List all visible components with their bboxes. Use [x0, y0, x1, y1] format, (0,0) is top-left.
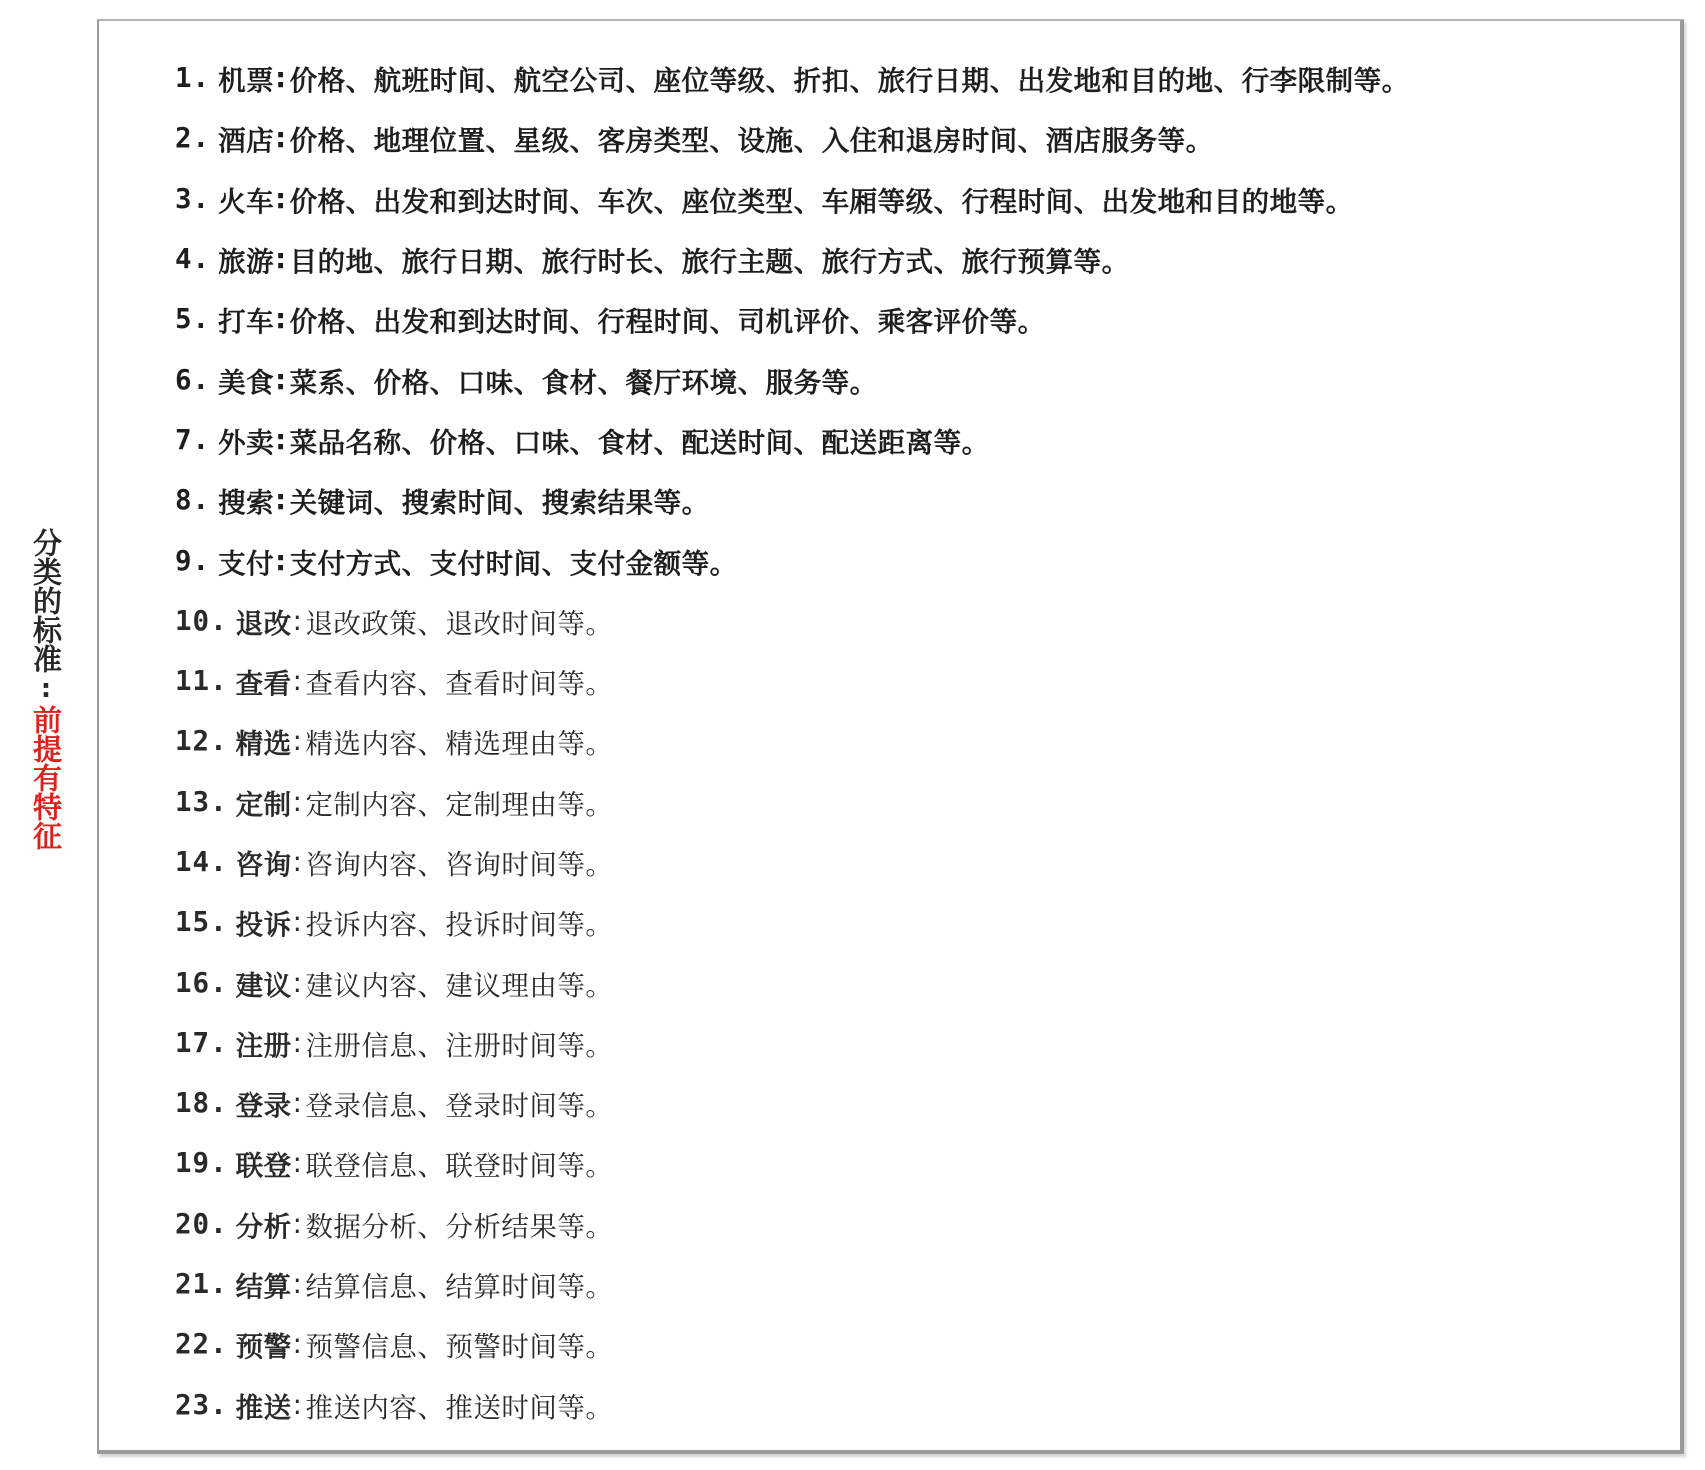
item-separator: :	[275, 544, 287, 577]
item-number: 19.	[175, 1147, 228, 1180]
item-features: 价格、出发和到达时间、车次、座位类型、车厢等级、行程时间、出发地和目的地等。	[289, 185, 1354, 218]
item-category: 注册	[235, 1029, 292, 1062]
item-number: 22.	[175, 1328, 228, 1361]
item-separator: :	[292, 1268, 303, 1301]
item-separator: :	[292, 725, 303, 758]
list-item	[175, 108, 1410, 168]
item-category: 投诉	[235, 909, 292, 942]
item-number: 13.	[175, 785, 228, 818]
list-item	[175, 530, 1410, 590]
item-number: 4.	[175, 243, 211, 276]
item-category: 联登	[235, 1150, 292, 1183]
item-number: 12.	[175, 725, 228, 758]
item-features: 支付方式、支付时间、支付金额等。	[289, 547, 738, 580]
list-item	[175, 1375, 1410, 1435]
item-features: 菜系、价格、口味、食材、餐厅环境、服务等。	[289, 366, 878, 399]
list-item	[175, 892, 1410, 952]
item-number: 15.	[175, 906, 228, 939]
item-separator: :	[275, 484, 287, 517]
item-separator: :	[292, 1207, 303, 1240]
item-separator: :	[292, 906, 303, 939]
item-number: 20.	[175, 1207, 228, 1240]
item-separator: :	[292, 604, 303, 637]
item-number: 16.	[175, 966, 228, 999]
item-category: 咨询	[235, 849, 292, 881]
item-features: 价格、地理位置、星级、客房类型、设施、入住和退房时间、酒店服务等。	[289, 125, 1214, 158]
item-number: 21.	[175, 1268, 228, 1301]
criteria-heading: 分类的标准	[29, 528, 63, 673]
list-item	[175, 1254, 1410, 1314]
item-separator: :	[292, 785, 303, 818]
item-number: 18.	[175, 1087, 228, 1120]
list-item	[175, 470, 1410, 530]
list-item	[175, 591, 1410, 651]
list-item	[175, 711, 1410, 771]
item-number: 5.	[175, 303, 211, 336]
item-features: 数据分析、分析结果等。	[305, 1210, 614, 1243]
item-category: 美食	[218, 366, 275, 399]
list-item	[175, 410, 1410, 470]
item-number: 11.	[175, 665, 228, 698]
item-number: 8.	[175, 484, 211, 517]
item-separator: :	[275, 182, 287, 215]
item-number: 3.	[175, 182, 211, 215]
item-category: 精选	[235, 728, 292, 761]
item-separator: :	[292, 1147, 303, 1180]
list-item	[175, 48, 1410, 108]
item-separator: :	[292, 1388, 303, 1421]
classification-criteria-label	[26, 528, 66, 850]
item-category: 退改	[235, 607, 292, 640]
item-separator: :	[275, 62, 287, 95]
item-separator: :	[275, 363, 287, 396]
item-features: 退改政策、退改时间等。	[305, 607, 614, 640]
item-separator: :	[292, 966, 303, 999]
list-item	[175, 289, 1410, 349]
list-item	[175, 169, 1410, 229]
item-separator: :	[275, 423, 287, 456]
item-number: 2.	[175, 122, 211, 155]
list-item	[175, 1194, 1410, 1254]
item-number: 23.	[175, 1388, 228, 1421]
item-number: 1.	[175, 62, 211, 95]
item-features: 建议内容、建议理由等。	[305, 969, 614, 1002]
item-category: 机票	[218, 65, 275, 98]
list-item	[175, 651, 1410, 711]
item-separator: :	[292, 665, 303, 698]
item-category: 酒店	[218, 125, 275, 158]
item-features: 结算信息、结算时间等。	[305, 1271, 614, 1304]
item-category: 建议	[235, 969, 292, 1002]
item-features: 精选内容、精选理由等。	[305, 728, 614, 761]
list-item	[175, 1013, 1410, 1073]
list-item	[175, 349, 1410, 409]
list-item	[175, 1133, 1410, 1193]
item-number: 14.	[175, 846, 228, 878]
list-item	[175, 832, 1410, 892]
criteria-premise-text: 前提有特征	[29, 705, 63, 850]
item-number: 17.	[175, 1026, 228, 1059]
item-category: 推送	[235, 1391, 292, 1424]
item-category: 结算	[235, 1271, 292, 1304]
item-features: 联登信息、联登时间等。	[305, 1150, 614, 1183]
item-features: 咨询内容、咨询时间等。	[305, 849, 614, 881]
item-features: 投诉内容、投诉时间等。	[305, 909, 614, 942]
item-category: 打车	[218, 306, 275, 339]
item-category: 外卖	[218, 426, 275, 459]
item-features: 关键词、搜索时间、搜索结果等。	[289, 487, 710, 520]
item-number: 6.	[175, 363, 211, 396]
item-separator: :	[275, 122, 287, 155]
item-category: 支付	[218, 547, 275, 580]
criteria-colon: :	[40, 674, 52, 704]
item-features: 定制内容、定制理由等。	[305, 788, 614, 821]
item-category: 旅游	[218, 246, 275, 279]
item-separator: :	[292, 846, 303, 878]
item-category: 预警	[235, 1331, 292, 1364]
item-features: 注册信息、注册时间等。	[305, 1029, 614, 1062]
item-category: 查看	[235, 668, 292, 701]
list-item	[175, 772, 1410, 832]
item-separator: :	[275, 303, 287, 336]
item-number: 10.	[175, 604, 228, 637]
item-features: 查看内容、查看时间等。	[305, 668, 614, 701]
item-features: 登录信息、登录时间等。	[305, 1090, 614, 1123]
list-item	[175, 1073, 1410, 1133]
item-category: 火车	[218, 185, 275, 218]
item-separator: :	[275, 243, 287, 276]
list-item	[175, 1314, 1410, 1374]
item-features: 预警信息、预警时间等。	[305, 1331, 614, 1364]
item-separator: :	[292, 1026, 303, 1059]
list-item	[175, 952, 1410, 1012]
item-features: 价格、航班时间、航空公司、座位等级、折扣、旅行日期、出发地和目的地、行李限制等。	[289, 65, 1410, 98]
item-features: 目的地、旅行日期、旅行时长、旅行主题、旅行方式、旅行预算等。	[289, 246, 1130, 279]
item-number: 9.	[175, 544, 211, 577]
item-separator: :	[292, 1328, 303, 1361]
item-category: 搜索	[218, 487, 275, 520]
item-separator: :	[292, 1087, 303, 1120]
item-features: 价格、出发和到达时间、行程时间、司机评价、乘客评价等。	[289, 306, 1046, 339]
category-feature-list	[175, 48, 1410, 1435]
item-number: 7.	[175, 423, 211, 456]
item-features: 菜品名称、价格、口味、食材、配送时间、配送距离等。	[289, 426, 990, 459]
item-category: 登录	[235, 1090, 292, 1123]
item-category: 定制	[235, 788, 292, 821]
list-item	[175, 229, 1410, 289]
item-category: 分析	[235, 1210, 292, 1243]
item-features: 推送内容、推送时间等。	[305, 1391, 614, 1424]
